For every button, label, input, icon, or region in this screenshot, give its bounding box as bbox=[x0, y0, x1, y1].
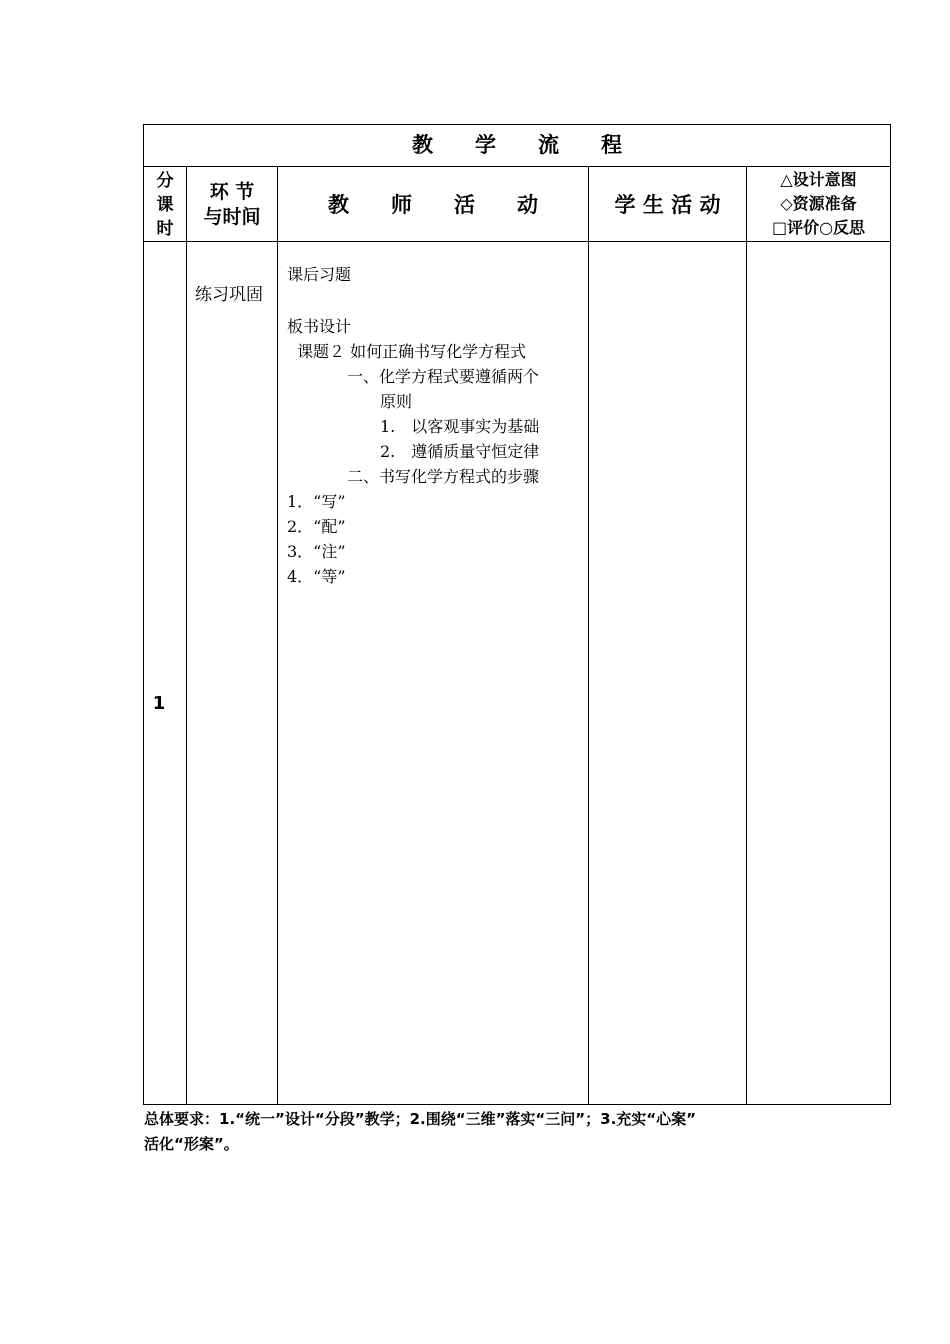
header-lesson: 分 课 时 bbox=[156, 171, 174, 239]
section-label: 练习巩固 bbox=[195, 285, 263, 305]
text-line: 一、化学方程式要遵循两个 bbox=[347, 367, 540, 386]
text-line: 1. 以客观事实为基础 bbox=[380, 417, 540, 436]
footer-requirement-line1: 总体要求：1.“统一”设计“分段”教学；2.围绕“三维”落实“三问”；3.充实“心案” bbox=[144, 1110, 696, 1128]
text-line: 4．“等” bbox=[287, 567, 346, 586]
text-line: 二、书写化学方程式的步骤 bbox=[347, 467, 540, 486]
text-line: 板书设计 bbox=[287, 317, 352, 336]
table-title: 教 学 流 程 bbox=[412, 133, 622, 157]
col-divider-2 bbox=[277, 166, 278, 1105]
header-notes: △设计意图 ◇资源准备 □评价○反思 bbox=[771, 170, 866, 237]
text-line: 课后习题 bbox=[287, 265, 352, 284]
footer-requirement-line2: 活化“形案”。 bbox=[144, 1135, 239, 1153]
col-divider-3 bbox=[588, 166, 589, 1105]
table-border-right bbox=[890, 124, 891, 1105]
text-line: 课题２ 如何正确书写化学方程式 bbox=[297, 342, 527, 361]
text-line: 1．“写” bbox=[287, 492, 346, 511]
header-student: 学 生 活 动 bbox=[614, 193, 721, 217]
header-section: 环 节 与时间 bbox=[203, 181, 261, 228]
table-border-left bbox=[143, 124, 144, 1105]
text-line: 2．“配” bbox=[287, 517, 346, 536]
table-border-top bbox=[143, 124, 891, 125]
text-line: 2. 遵循质量守恒定律 bbox=[380, 442, 540, 461]
table-border-bottom bbox=[143, 1104, 891, 1105]
text-line: 原则 bbox=[380, 392, 413, 411]
col-divider-4 bbox=[746, 166, 747, 1105]
col-divider-1 bbox=[186, 166, 187, 1105]
lesson-number: 1 bbox=[152, 693, 166, 714]
header-teacher: 教 师 活 动 bbox=[328, 193, 538, 217]
text-line: 3．“注” bbox=[287, 542, 346, 561]
title-row-bottom bbox=[143, 166, 891, 167]
header-row-bottom bbox=[143, 241, 891, 242]
